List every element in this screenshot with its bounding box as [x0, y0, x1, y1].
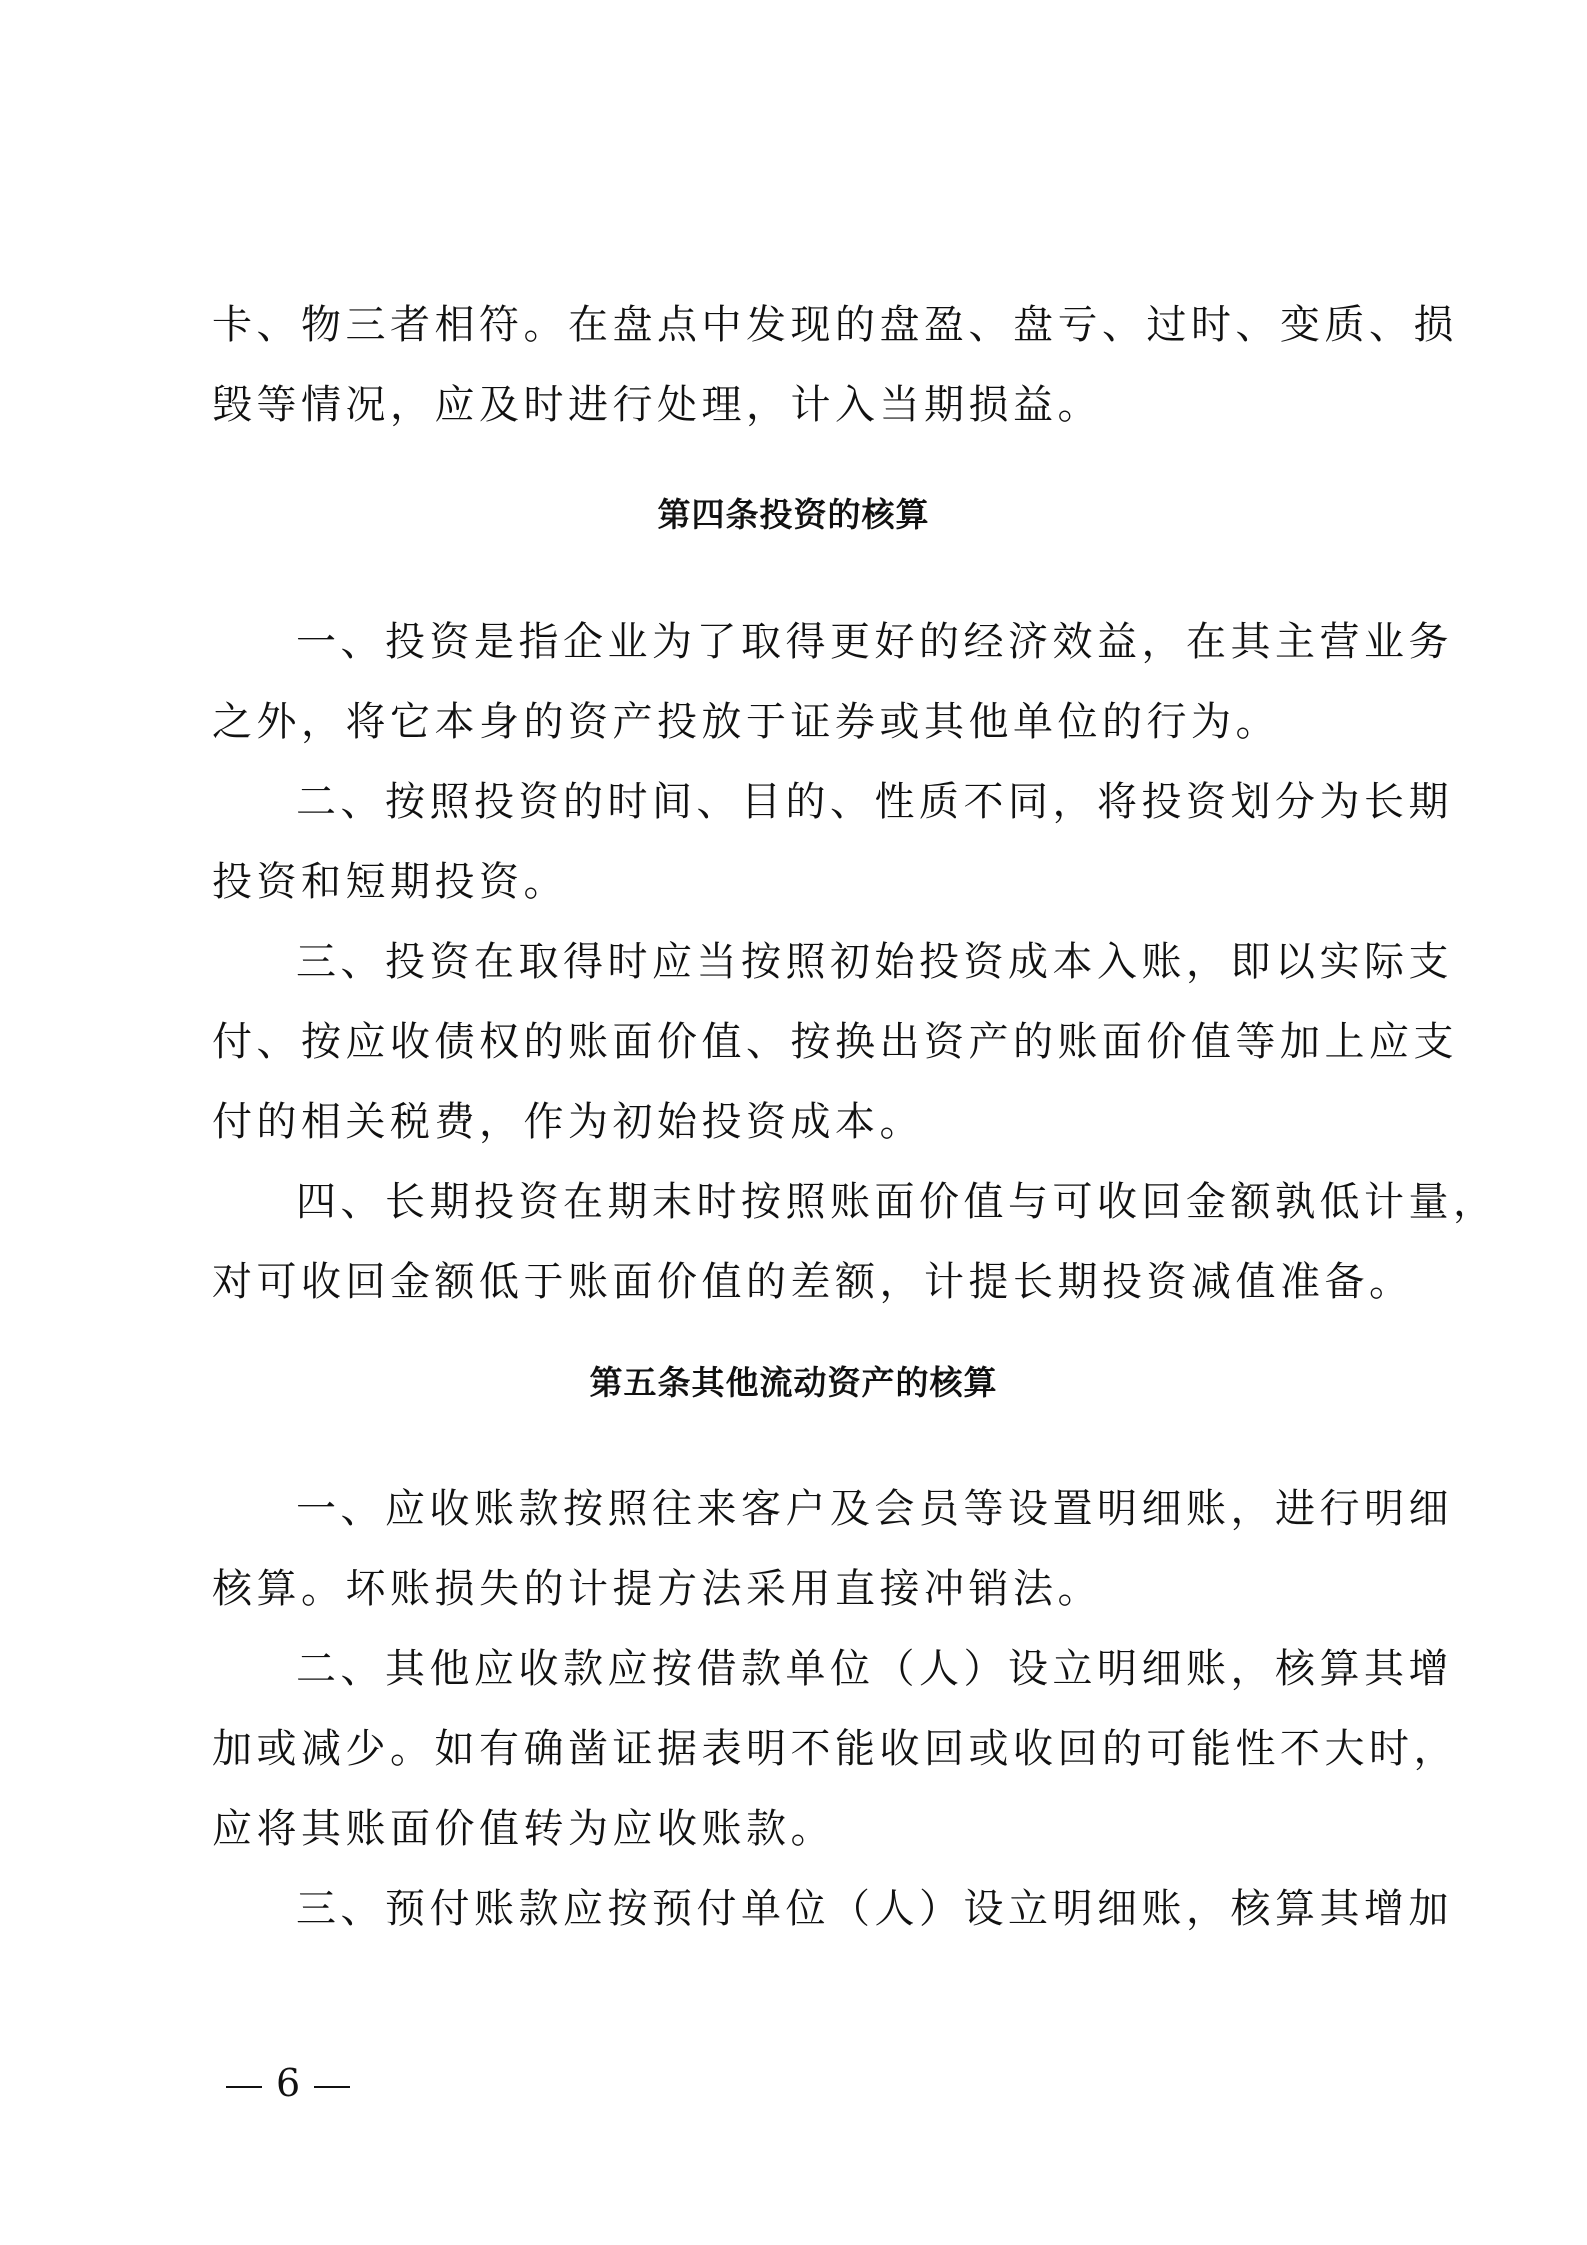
- paragraph-line: 对可收回金额低于账面价值的差额，计提长期投资减值准备。: [212, 1259, 1414, 1305]
- paragraph-line: 一、应收账款按照往来客户及会员等设置明细账，进行明细: [296, 1486, 1453, 1532]
- paragraph-line: 之外，将它本身的资产投放于证券或其他单位的行为。: [212, 699, 1280, 745]
- paragraph-line: 付的相关税费，作为初始投资成本。: [212, 1099, 924, 1145]
- paragraph-line: 卡、物三者相符。在盘点中发现的盘盈、盘亏、过时、变质、损: [212, 302, 1458, 348]
- paragraph-line: 一、投资是指企业为了取得更好的经济效益，在其主营业务: [296, 619, 1453, 665]
- paragraph-line: 核算。坏账损失的计提方法采用直接冲销法。: [212, 1566, 1102, 1612]
- paragraph-line: 应将其账面价值转为应收账款。: [212, 1806, 835, 1852]
- left-dash: [226, 2086, 262, 2088]
- paragraph-line: 加或减少。如有确凿证据表明不能收回或收回的可能性不大时，: [212, 1726, 1458, 1772]
- paragraph-line: 三、投资在取得时应当按照初始投资成本入账，即以实际支: [296, 939, 1453, 985]
- paragraph-line: 三、预付账款应按预付单位（人）设立明细账，核算其增加: [296, 1886, 1453, 1932]
- section-heading-5: 第五条其他流动资产的核算: [589, 1363, 998, 1402]
- paragraph-line: 毁等情况，应及时进行处理，计入当期损益。: [212, 382, 1102, 428]
- paragraph-line: 四、长期投资在期末时按照账面价值与可收回金额孰低计量，: [296, 1179, 1498, 1225]
- paragraph-line: 付、按应收债权的账面价值、按换出资产的账面价值等加上应支: [212, 1019, 1458, 1065]
- right-dash: [314, 2086, 350, 2088]
- paragraph-line: 二、按照投资的时间、目的、性质不同，将投资划分为长期: [296, 779, 1453, 825]
- page-number: 6: [276, 2061, 301, 2105]
- section-heading-4: 第四条投资的核算: [657, 495, 930, 534]
- page-footer: [212, 2061, 364, 2105]
- paragraph-line: 投资和短期投资。: [212, 859, 568, 905]
- paragraph-line: 二、其他应收款应按借款单位（人）设立明细账，核算其增: [296, 1646, 1453, 1692]
